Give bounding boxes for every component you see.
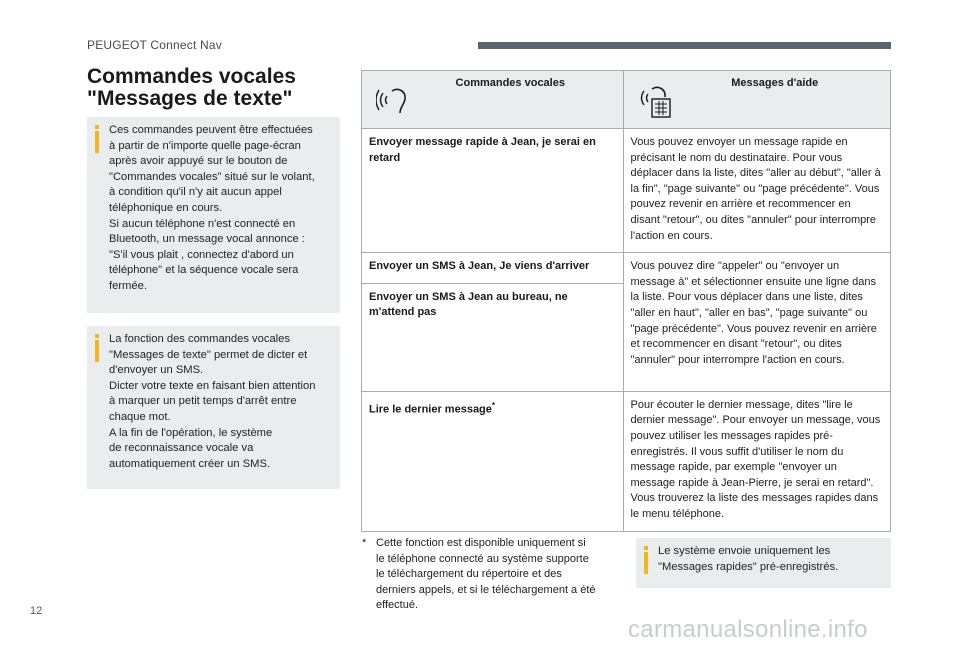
- command-cell: Envoyer un SMS à Jean au bureau, ne m'attend pas: [362, 283, 624, 391]
- command-cell: [362, 391, 624, 531]
- footnote-mark: *: [491, 400, 496, 410]
- footnote-text: Cette fonction est disponible uniquement si le téléphone connecté au système supporte le téléchargement du répertoire et des derniers appels, et si le téléchargement a été effectué.: [376, 537, 596, 612]
- watermark: carmanualsonline.info: [628, 616, 868, 643]
- table-header-row: [362, 71, 891, 129]
- voice-commands-table: [361, 70, 891, 532]
- command-cell: Envoyer un SMS à Jean, Je viens d'arriver: [362, 253, 624, 284]
- info-text: Ces commandes peuvent être effectuées à partir de n'importe quelle page-écran après avoir appuyé sur le bouton de "Commandes vocales" situé sur le volant, à condition qu'il n'y ait aucun appel téléphonique en cours. Si aucun téléphone n'est connecté en Bluetooth, un message vocal annonce : "S'il vous plait , connectez d'abord un téléphone" et la séquence vocale sera fermée.: [109, 124, 315, 292]
- info-text: Le système envoie uniquement les "Messages rapides" pré-enregistrés.: [658, 545, 839, 573]
- info-text: La fonction des commandes vocales "Messages de texte" permet de dicter et d'envoyer un SMS. Dicter votre texte en faisant bien attention à marquer un petit temps d'arrêt entre chaque mot. A la fin de l'opération, le système de reconnaissance vocale va automatiquement créer un SMS.: [109, 333, 316, 470]
- col-header-help: [623, 71, 890, 129]
- table-row: [362, 391, 891, 531]
- voice-help-icon: [638, 83, 672, 119]
- table-row: [362, 253, 891, 284]
- col-header-commands: [362, 71, 624, 129]
- page-title: Commandes vocales "Messages de texte": [87, 65, 296, 110]
- col-header-help-label: Messages d'aide: [731, 77, 819, 89]
- info-box-commands: [87, 117, 340, 313]
- help-cell: Pour écouter le dernier message, dites "lire le dernier message". Pour envoyer un message, vous pouvez utiliser les messages rapides pré-enregistrés. Il vous suffit d'utiliser le nom du message rapide, par exemple "envoyer un message rapide à Jean-Pierre, je serai en retard". Vous trouverez la liste des messages rapides dans le menu téléphone.: [623, 391, 890, 531]
- help-cell: Vous pouvez envoyer un message rapide en précisant le nom du destinataire. Pour vous déplacer dans la liste, dites "aller au début", "aller à la fin", "page suivante" ou "page précédente". Vous pouvez revenir en arrière et recommencer en disant "retour", ou dites "annuler" pour interrompre l'action en cours.: [623, 129, 890, 253]
- info-icon: [644, 546, 648, 574]
- info-icon: [95, 125, 99, 153]
- info-box-sms: [87, 326, 340, 489]
- voice-command-icon: [376, 83, 410, 119]
- section-label: PEUGEOT Connect Nav: [87, 38, 222, 52]
- info-box-quick-messages: [636, 538, 891, 588]
- command-cell: Envoyer message rapide à Jean, je serai en retard: [362, 129, 624, 253]
- help-cell: Vous pouvez dire "appeler" ou "envoyer un message à" et sélectionner ensuite une ligne dans la liste. Pour vous déplacer dans une liste, dites "aller en haut", "aller en bas", "page suivante" ou "page précédente". Vous pouvez revenir en arrière et recommencer en disant "retour", ou dites "annuler" pour interrompre l'action en cours.: [623, 253, 890, 392]
- table-row: [362, 129, 891, 253]
- footnote: [362, 536, 618, 614]
- footnote-star: *: [362, 537, 367, 549]
- info-icon: [95, 334, 99, 362]
- page-number: 12: [30, 605, 43, 617]
- command-text: Lire le dernier message: [369, 403, 492, 416]
- header-bar: [478, 42, 891, 49]
- col-header-commands-label: Commandes vocales: [455, 77, 565, 89]
